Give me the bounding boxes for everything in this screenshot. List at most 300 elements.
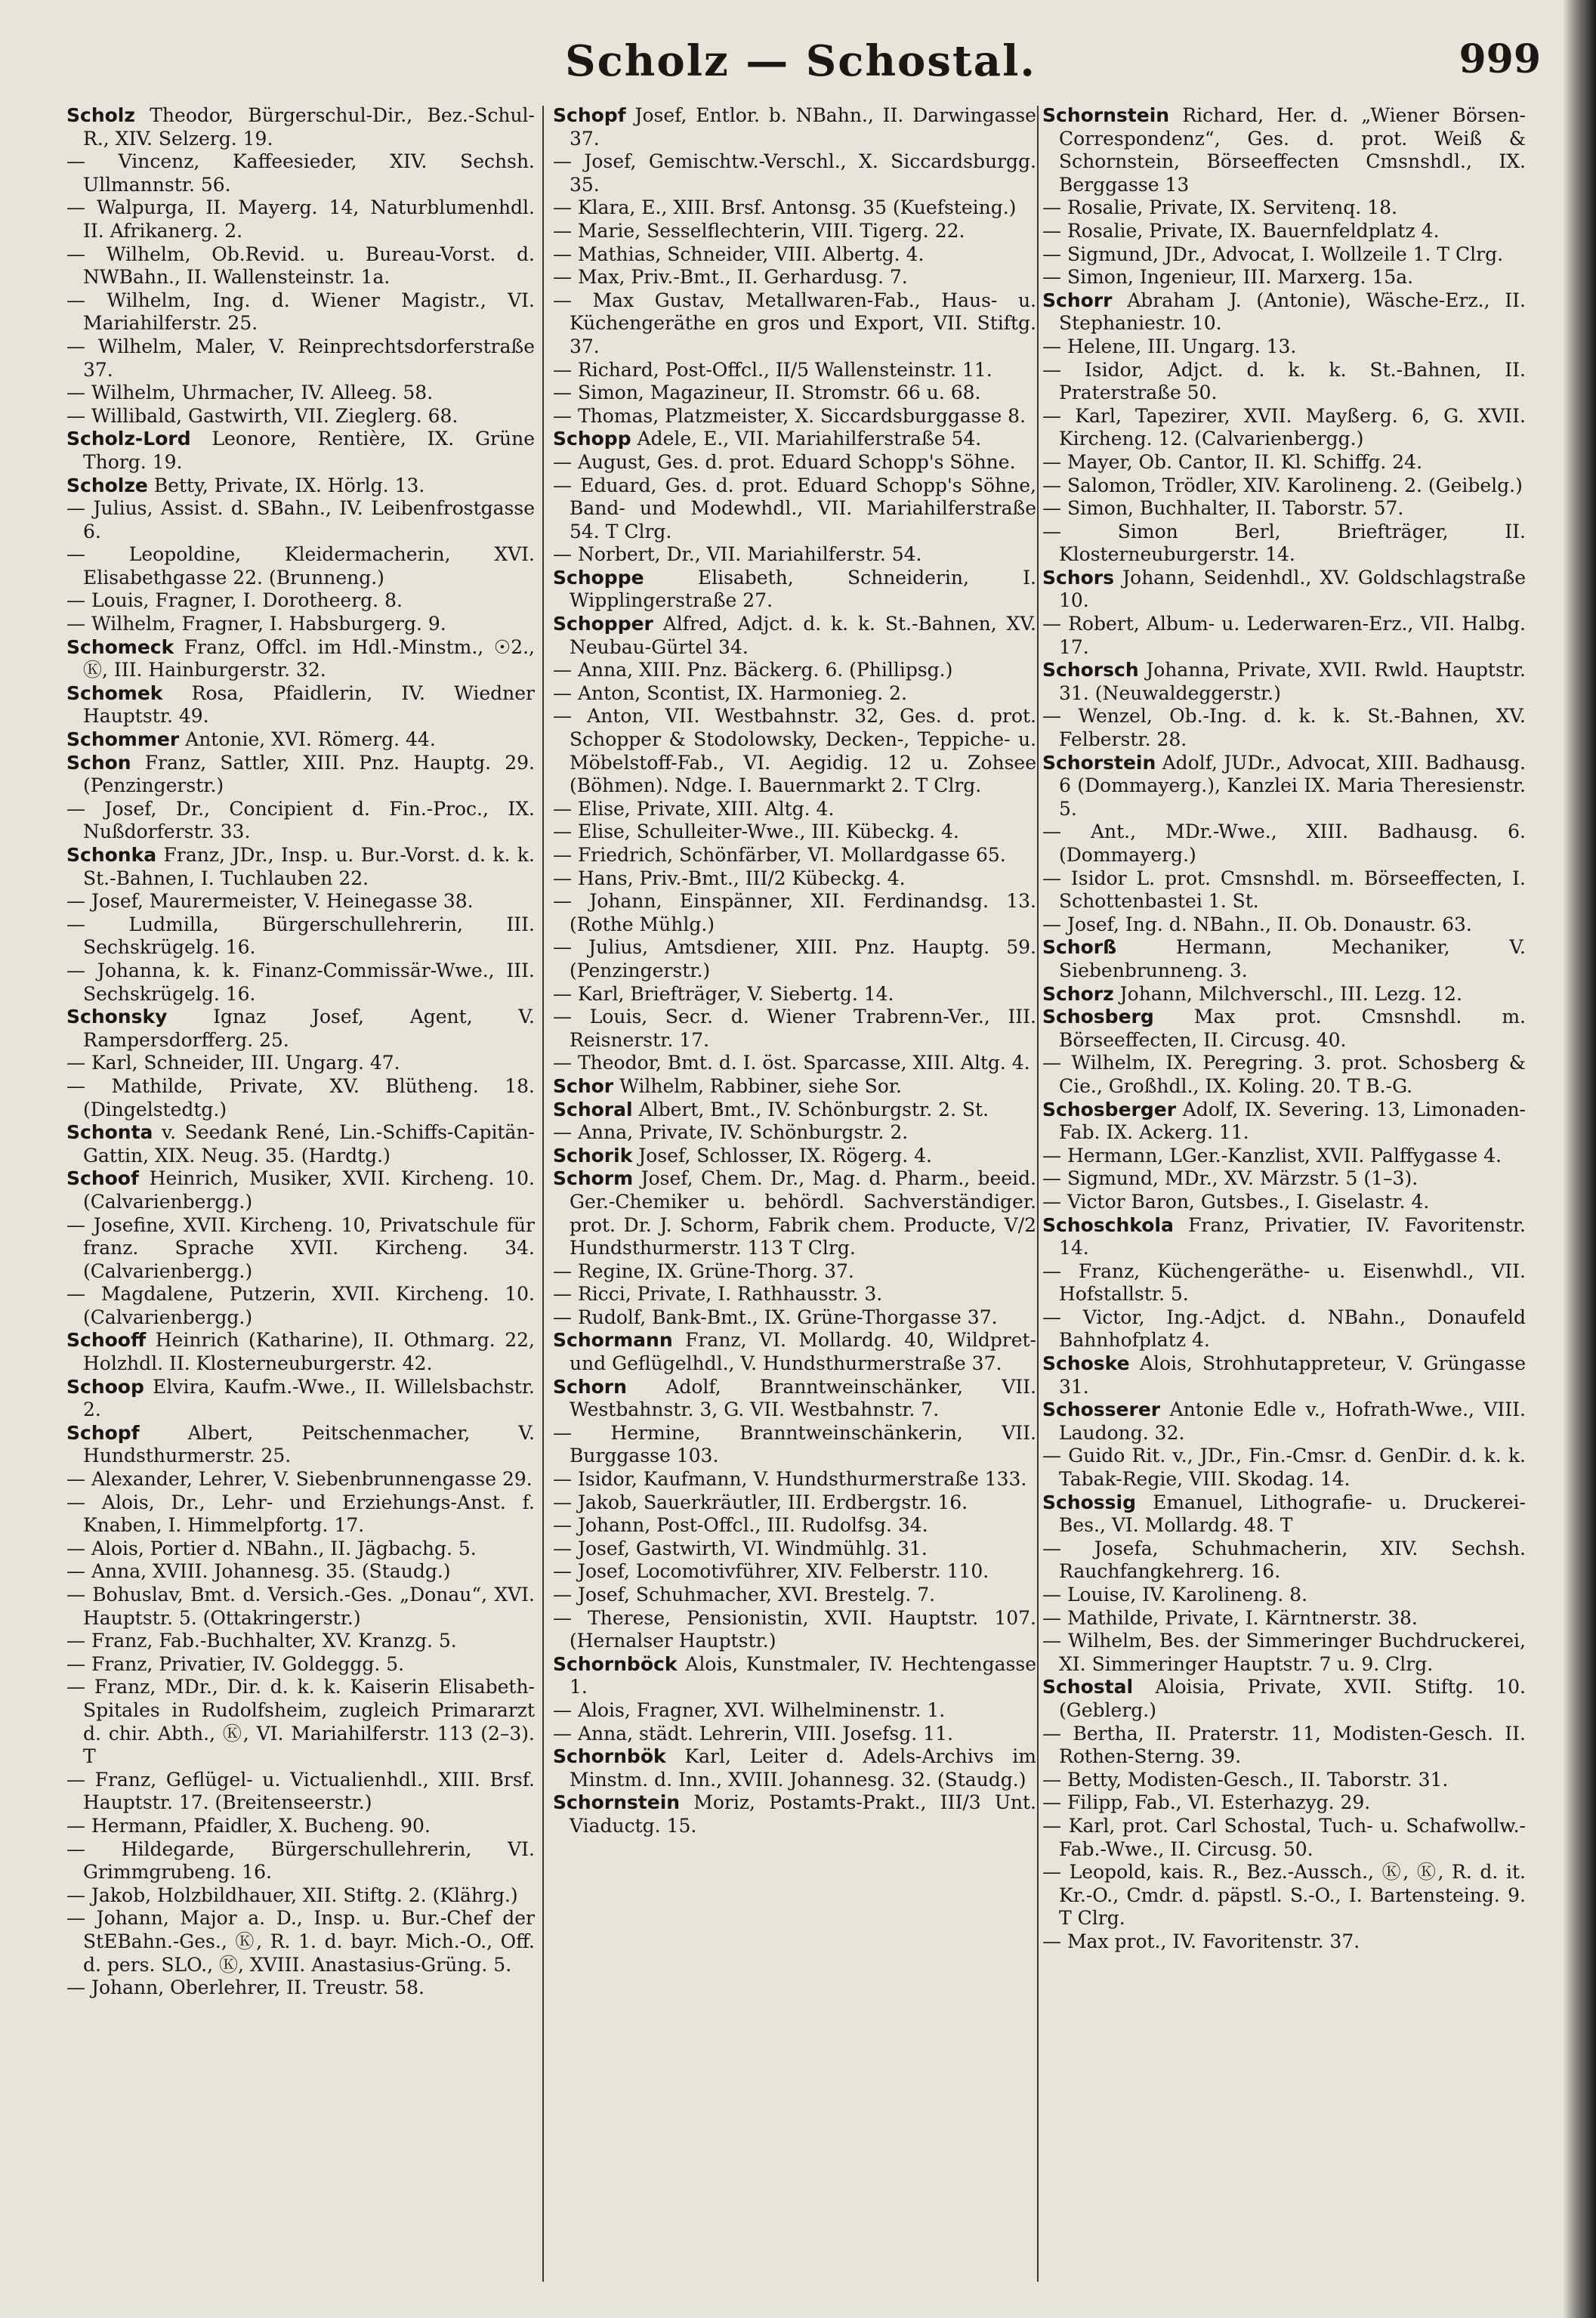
- entry-text: — Mayer, Ob. Cantor, II. Kl. Schiffg. 24.: [1042, 450, 1423, 473]
- directory-entry: [553, 1075, 1036, 1099]
- directory-entry: [553, 613, 1036, 659]
- entry-surname: Schoof: [66, 1167, 139, 1190]
- directory-entry: [66, 1121, 535, 1167]
- entry-text: — Guido Rit. v., JDr., Fin.-Cmsr. d. GenDir. d. k. k. Tabak-Regie, VIII. Skodag. 14.: [1042, 1445, 1526, 1491]
- directory-entry: [66, 1376, 535, 1422]
- entry-text: — Elise, Schulleiter-Wwe., III. Kübeckg. 4.: [553, 821, 959, 843]
- entry-text: — Wilhelm, IX. Peregring. 3. prot. Schosberg & Cie., Großhdl., IX. Koling. 20. T B.-G.: [1042, 1052, 1526, 1097]
- directory-entry: [66, 1769, 535, 1815]
- directory-entry: [553, 659, 1036, 682]
- directory-entry: [1042, 1191, 1526, 1214]
- entry-text: Hermann, Mechaniker, V. Siebenbrunneng. 3.: [1059, 936, 1526, 981]
- entry-text: Antonie Edle v., Hofrath-Wwe., VIII. Laudong. 32.: [1059, 1399, 1526, 1444]
- directory-entry: [1042, 613, 1526, 659]
- directory-entry: [553, 983, 1036, 1006]
- directory-entry: [553, 1514, 1036, 1538]
- directory-entry: [1042, 1006, 1526, 1052]
- entry-text: — Sigmund, MDr., XV. Märzstr. 5 (1–3).: [1042, 1167, 1418, 1190]
- entry-surname: Schopf: [66, 1421, 140, 1444]
- entry-text: Albert, Bmt., IV. Schönburgstr. 2. St.: [638, 1098, 989, 1120]
- directory-entry: [66, 104, 535, 150]
- entry-text: — Max Gustav, Metallwaren-Fab., Haus- u. Küchengeräthe en gros und Export, VII. Stiftg. 37.: [553, 289, 1036, 357]
- directory-entry: [553, 890, 1036, 936]
- directory-entry: [1042, 752, 1526, 821]
- entry-text: — Thomas, Platzmeister, X. Siccardsburggasse 8.: [553, 404, 1026, 427]
- entry-text: — Wilhelm, Ob.Revid. u. Bureau-Vorst. d. NWBahn., II. Wallensteinstr. 1a.: [66, 243, 535, 289]
- entry-text: — Josef, Dr., Concipient d. Fin.-Proc., IX. Nußdorferstr. 33.: [66, 797, 535, 843]
- directory-entry: [553, 382, 1036, 405]
- entry-text: — Alois, Fragner, XVI. Wilhelminenstr. 1.: [553, 1698, 946, 1721]
- directory-entry: [66, 1283, 535, 1329]
- directory-entry: [1042, 497, 1526, 521]
- directory-entry: [66, 1676, 535, 1768]
- directory-entry: [66, 382, 535, 405]
- entry-text: — Rudolf, Bank-Bmt., IX. Grüne-Thorgasse 37.: [553, 1306, 998, 1328]
- entry-text: Franz, VI. Mollardg. 40, Wildpret- und Geflügelhdl., V. Hundsthurmerstraße 37.: [570, 1329, 1036, 1375]
- entry-text: — Hermann, Pfaidler, X. Bucheng. 90.: [66, 1814, 431, 1837]
- directory-entry: [1042, 1630, 1526, 1676]
- entry-text: — Anna, XIII. Pnz. Bäckerg. 6. (Phillipsg.): [553, 659, 953, 681]
- directory-entry: [553, 1584, 1036, 1607]
- entry-surname: Schornböck: [553, 1652, 678, 1675]
- entry-text: — Alexander, Lehrer, V. Siebenbrunnengasse 29.: [66, 1468, 533, 1491]
- directory-entry: [1042, 1723, 1526, 1769]
- entry-text: — Marie, Sesselflechterin, VIII. Tigerg. 22.: [553, 219, 965, 242]
- entry-text: — Bertha, II. Praterstr. 11, Modisten-Gesch. II. Rothen-Sterng. 39.: [1042, 1722, 1526, 1768]
- entry-text: — Norbert, Dr., VII. Mariahilferstr. 54.: [553, 543, 922, 566]
- directory-entry: [66, 636, 535, 682]
- entry-text: Albert, Peitschenmacher, V. Hundsthurmerstr. 25.: [83, 1421, 535, 1467]
- entry-text: Adolf, IX. Severing. 13, Limonaden-Fab. IX. Ackerg. 11.: [1059, 1098, 1526, 1144]
- entry-text: — Johann, Post-Offcl., III. Rudolfsg. 34.: [553, 1514, 928, 1537]
- directory-entry: [66, 150, 535, 196]
- directory-entry: [66, 1329, 535, 1375]
- directory-entry: [66, 1006, 535, 1052]
- directory-entry: [66, 1584, 535, 1630]
- entry-text: — Ludmilla, Bürgerschullehrerin, III. Sechskrügelg. 16.: [66, 913, 535, 959]
- entry-text: — Anton, Scontist, IX. Harmonieg. 2.: [553, 681, 907, 704]
- directory-entry: [1042, 936, 1526, 982]
- entry-text: — Josef, Maurermeister, V. Heinegasse 38.: [66, 890, 474, 913]
- entry-text: — Karl, prot. Carl Schostal, Tuch- u. Schafwollw.-Fab.-Wwe., II. Circusg. 50.: [1042, 1814, 1526, 1860]
- entry-text: — Isidor, Adjct. d. k. k. St.-Bahnen, II. Praterstraße 50.: [1042, 358, 1526, 404]
- entry-surname: Schornstein: [553, 1791, 681, 1814]
- entry-text: Johann, Milchverschl., III. Lezg. 12.: [1119, 982, 1462, 1005]
- entry-text: — Leopold, kais. R., Bez.-Aussch., Ⓚ, Ⓚ, R. d. it. Kr.-O., Cmdr. d. päpstl. S.-O., I. Bartensteing. 9. T Clrg.: [1042, 1861, 1526, 1930]
- entry-surname: Schommer: [66, 728, 180, 751]
- entry-text: — Mathias, Schneider, VIII. Albertg. 4.: [553, 243, 925, 265]
- directory-entry: [1042, 1306, 1526, 1352]
- directory-entry: [66, 1560, 535, 1584]
- entry-text: — Karl, Briefträger, V. Siebertg. 14.: [553, 982, 894, 1005]
- directory-entry: [553, 705, 1036, 797]
- entry-surname: Schorn: [553, 1375, 627, 1398]
- entry-text: — Regine, IX. Grüne-Thorg. 37.: [553, 1259, 854, 1282]
- entry-text: — Johann, Major a. D., Insp. u. Bur.-Chef der StEBahn.-Ges., Ⓚ, R. 1. d. bayr. Mich.-O., Off. d. pers. SLO., Ⓚ, XVIII. Anastasius-Grüng. 5.: [66, 1907, 535, 1976]
- column-3: [1042, 104, 1526, 2295]
- entry-text: — Mathilde, Private, I. Kärntnerstr. 38.: [1042, 1606, 1418, 1629]
- directory-entry: [66, 196, 535, 243]
- entry-text: — Louis, Secr. d. Wiener Trabrenn-Ver., III. Reisnerstr. 17.: [553, 1006, 1036, 1051]
- entry-text: — Wilhelm, Ing. d. Wiener Magistr., VI. Mariahilferstr. 25.: [66, 289, 535, 335]
- entry-text: Ignaz Josef, Agent, V. Rampersdorfferg. 25.: [83, 1006, 535, 1051]
- directory-entry: [66, 1907, 535, 1976]
- entry-text: — Ricci, Private, I. Rathhausstr. 3.: [553, 1283, 883, 1306]
- entry-text: Adolf, Branntweinschänker, VII. Westbahnstr. 3, G. VII. Westbahnstr. 7.: [570, 1375, 1036, 1421]
- entry-surname: Schornbök: [553, 1745, 666, 1768]
- directory-entry: [553, 1468, 1036, 1491]
- entry-text: — Franz, Fab.-Buchhalter, XV. Kranzg. 5.: [66, 1630, 457, 1652]
- directory-entry: [553, 1560, 1036, 1584]
- directory-entry: [66, 682, 535, 728]
- directory-entry: [553, 543, 1036, 567]
- directory-entry: [553, 1306, 1036, 1330]
- column-divider: [1037, 106, 1039, 2282]
- entry-text: — Franz, MDr., Dir. d. k. k. Kaiserin Elisabeth-Spitales in Rudolfsheim, zugleich Primararzt d. chir. Abth., Ⓚ, VI. Mariahilferstr. 113 (2–3). T: [66, 1676, 535, 1768]
- entry-text: Rosa, Pfaidlerin, IV. Wiedner Hauptstr. 49.: [83, 681, 535, 728]
- entry-surname: Schomeck: [66, 635, 174, 658]
- entry-surname: Schonta: [66, 1121, 153, 1144]
- entry-text: — Hans, Priv.-Bmt., III/2 Kübeckg. 4.: [553, 867, 906, 889]
- entry-surname: Schosberg: [1042, 1006, 1154, 1028]
- directory-entry: [66, 1838, 535, 1884]
- directory-entry: [553, 266, 1036, 289]
- directory-entry: [553, 1260, 1036, 1284]
- directory-entry: [1042, 1815, 1526, 1861]
- entry-text: — Mathilde, Private, XV. Blütheng. 18. (Dingelstedtg.): [66, 1074, 535, 1120]
- directory-entry: [553, 867, 1036, 891]
- entry-text: Adolf, JUDr., Advocat, XIII. Badhausg. 6 (Dommayerg.), Kanzlei IX. Maria Theresienstr. 5.: [1059, 751, 1526, 820]
- directory-entry: [1042, 1930, 1526, 1954]
- entry-text: Richard, Her. d. „Wiener Börsen-Correspondenz“, Ges. d. prot. Weiß & Schornstein, Börseeffecten Cmsnshdl., IX. Berggasse 13: [1059, 104, 1526, 196]
- entry-text: Leonore, Rentière, IX. Grüne Thorg. 19.: [83, 428, 535, 473]
- directory-entry: [66, 752, 535, 798]
- entry-text: — Isidor L. prot. Cmsnshdl. m. Börseeffecten, I. Schottenbastei 1. St.: [1042, 867, 1526, 913]
- entry-surname: Schonsky: [66, 1006, 168, 1028]
- directory-entry: [1042, 1052, 1526, 1098]
- entry-text: Franz, Sattler, XIII. Pnz. Hauptg. 29. (Penzingerstr.): [83, 751, 535, 797]
- entry-text: — Wenzel, Ob.-Ing. d. k. k. St.-Bahnen, XV. Felberstr. 28.: [1042, 705, 1526, 751]
- entry-text: — Jakob, Sauerkräutler, III. Erdbergstr. 16.: [553, 1491, 968, 1513]
- directory-entry: [553, 1538, 1036, 1561]
- entry-text: — Sigmund, JDr., Advocat, I. Wollzeile 1. T Clrg.: [1042, 243, 1504, 265]
- directory-entry: [553, 936, 1036, 982]
- entry-text: — Victor Baron, Gutsbes., I. Giselastr. 4.: [1042, 1190, 1430, 1213]
- directory-entry: [66, 728, 535, 752]
- directory-entry: [66, 589, 535, 613]
- entry-text: — Karl, Schneider, III. Ungarg. 47.: [66, 1052, 400, 1074]
- entry-surname: Schor: [553, 1074, 614, 1097]
- directory-entry: [1042, 243, 1526, 267]
- entry-text: Max prot. Cmsnshdl. m. Börseeffecten, II. Circusg. 40.: [1059, 1006, 1526, 1051]
- directory-entry: [553, 405, 1036, 428]
- entry-text: v. Seedank René, Lin.-Schiffs-Capitän-Gattin, XIX. Neug. 35. (Hardtg.): [83, 1121, 535, 1167]
- directory-entry: [66, 613, 535, 636]
- entry-text: Alfred, Adjct. d. k. k. St.-Bahnen, XV. Neubau-Gürtel 34.: [570, 613, 1036, 658]
- entry-surname: Schonka: [66, 844, 157, 866]
- entry-text: — Josef, Gemischtw.-Verschl., X. Siccardsburgg. 35.: [553, 150, 1036, 196]
- entry-text: — Rosalie, Private, IX. Bauernfeldplatz 4.: [1042, 219, 1440, 242]
- entry-text: Alois, Strohhutappreteur, V. Grüngasse 31.: [1059, 1352, 1526, 1398]
- directory-entry: [66, 844, 535, 890]
- directory-entry: [1042, 1399, 1526, 1445]
- entry-text: Josef, Entlor. b. NBahn., II. Darwingasse 37.: [570, 104, 1036, 150]
- directory-entry: [66, 913, 535, 960]
- directory-entry: [1042, 521, 1526, 567]
- directory-entry: [66, 1538, 535, 1561]
- entry-text: — Wilhelm, Uhrmacher, IV. Alleeg. 58.: [66, 382, 434, 404]
- entry-surname: Schorm: [553, 1167, 634, 1190]
- directory-entry: [1042, 1769, 1526, 1792]
- directory-entry: [1042, 289, 1526, 335]
- directory-entry: [1042, 335, 1526, 359]
- entry-surname: Schors: [1042, 566, 1115, 589]
- entry-surname: Schostal: [1042, 1676, 1134, 1698]
- directory-entry: [66, 474, 535, 498]
- directory-entry: [553, 1422, 1036, 1468]
- directory-entry: [66, 335, 535, 382]
- entry-surname: Scholz-Lord: [66, 428, 191, 450]
- directory-entry: [66, 1422, 535, 1468]
- directory-entry: [66, 1653, 535, 1677]
- directory-entry: [66, 1052, 535, 1075]
- entry-text: Theodor, Bürgerschul-Dir., Bez.-Schul-R., XIV. Selzerg. 19.: [83, 104, 535, 150]
- directory-entry: [1042, 1214, 1526, 1260]
- entry-text: Elisabeth, Schneiderin, I. Wipplingerstraße 27.: [570, 566, 1036, 612]
- directory-entry: [1042, 821, 1526, 867]
- directory-entry: [553, 104, 1036, 150]
- entry-text: Franz, Privatier, IV. Favoritenstr. 14.: [1059, 1213, 1526, 1259]
- entry-text: Josef, Chem. Dr., Mag. d. Pharm., beeid. Ger.-Chemiker u. behördl. Sachverständiger. prot. Dr. J. Schorm, Fabrik chem. Producte, V/2 Hundsthurmerstr. 113 T Clrg.: [570, 1167, 1036, 1259]
- entry-surname: Schoppe: [553, 566, 644, 589]
- directory-entry: [66, 497, 535, 543]
- directory-entry: [553, 798, 1036, 821]
- entry-text: — Therese, Pensionistin, XVII. Hauptstr. 107. (Hernalser Hauptstr.): [553, 1606, 1036, 1652]
- running-head: Scholz — Schostal.: [565, 36, 1036, 86]
- entry-text: — Hermann, LGer.-Kanzlist, XVII. Palffygasse 4.: [1042, 1144, 1502, 1167]
- directory-entry: [1042, 1676, 1526, 1722]
- entry-text: Heinrich, Musiker, XVII. Kircheng. 10. (Calvarienbergg.): [83, 1167, 535, 1213]
- directory-entry: [66, 1976, 535, 2000]
- entry-text: — Vincenz, Kaffeesieder, XIV. Sechsh. Ullmannstr. 56.: [66, 150, 535, 196]
- directory-entry: [1042, 266, 1526, 289]
- entry-surname: Schorz: [1042, 982, 1114, 1005]
- entry-text: — Wilhelm, Fragner, I. Habsburgerg. 9.: [66, 613, 446, 635]
- directory-entry: [1042, 1099, 1526, 1145]
- entry-text: — Isidor, Kaufmann, V. Hundsthurmerstraße 133.: [553, 1468, 1027, 1491]
- entry-text: — Jakob, Holzbildhauer, XII. Stiftg. 2. (Klährg.): [66, 1884, 518, 1906]
- directory-entry: [1042, 1491, 1526, 1538]
- entry-surname: Schopf: [553, 104, 626, 126]
- column-divider: [542, 106, 544, 2282]
- directory-entry: [66, 798, 535, 844]
- entry-text: — Anton, VII. Westbahnstr. 32, Ges. d. prot. Schopper & Stodolowsky, Decken-, Teppiche- u. Möbelstoff-Fab., VI. Aegidig. 12 u. Zohsee (Böhmen). Ndge. I. Bauernmarkt 2. T Clrg.: [553, 705, 1036, 797]
- entry-surname: Schoop: [66, 1375, 144, 1398]
- directory-entry: [1042, 1445, 1526, 1491]
- directory-entry: [1042, 913, 1526, 937]
- entry-text: — Louise, IV. Karolineng. 8.: [1042, 1584, 1307, 1606]
- directory-entry: [66, 428, 535, 474]
- directory-entry: [1042, 1260, 1526, 1306]
- entry-text: — Rosalie, Private, IX. Servitenq. 18.: [1042, 196, 1397, 219]
- directory-entry: [66, 1491, 535, 1538]
- entry-text: — Josef, Schuhmacher, XVI. Brestelg. 7.: [553, 1584, 936, 1606]
- directory-entry: [1042, 1167, 1526, 1191]
- directory-entry: [553, 1283, 1036, 1306]
- entry-text: Adele, E., VII. Mariahilferstraße 54.: [637, 428, 982, 450]
- entry-text: — Salomon, Trödler, XIV. Karolineng. 2. (Geibelg.): [1042, 474, 1523, 496]
- entry-text: Josef, Schlosser, IX. Rögerg. 4.: [638, 1144, 933, 1167]
- entry-surname: Schorß: [1042, 936, 1117, 959]
- directory-entry: [1042, 705, 1526, 751]
- entry-text: Johanna, Private, XVII. Rwld. Hauptstr. 31. (Neuwaldeggerstr.): [1059, 659, 1526, 704]
- entry-text: — Josef, Gastwirth, VI. Windmühlg. 31.: [553, 1537, 928, 1559]
- directory-entry: [66, 289, 535, 335]
- directory-entry: [553, 1791, 1036, 1837]
- entry-text: — Richard, Post-Offcl., II/5 Wallensteinstr. 11.: [553, 358, 992, 381]
- entry-text: — Willibald, Gastwirth, VII. Zieglerg. 68.: [66, 404, 458, 427]
- directory-entry: [1042, 1607, 1526, 1630]
- directory-entry: [66, 1884, 535, 1908]
- directory-entry: [553, 451, 1036, 474]
- directory-entry: [1042, 1352, 1526, 1399]
- entry-text: Elvira, Kaufm.-Wwe., II. Willelsbachstr. 2.: [83, 1375, 535, 1421]
- directory-entry: [66, 1815, 535, 1838]
- entry-text: — Wilhelm, Maler, V. Reinprechtsdorferstraße 37.: [66, 335, 535, 381]
- entry-surname: Scholz: [66, 104, 135, 126]
- directory-entry: [1042, 451, 1526, 474]
- entry-text: — Filipp, Fab., VI. Esterhazyg. 29.: [1042, 1791, 1371, 1814]
- directory-entry: [66, 405, 535, 428]
- directory-entry: [553, 821, 1036, 844]
- directory-entry: [553, 1099, 1036, 1122]
- entry-surname: Schormann: [553, 1329, 673, 1352]
- page-header: [60, 29, 1541, 100]
- directory-entry: [553, 359, 1036, 382]
- directory-entry: [553, 1376, 1036, 1422]
- directory-entry: [553, 1723, 1036, 1746]
- directory-entry: [1042, 1791, 1526, 1815]
- entry-text: — Josefine, XVII. Kircheng. 10, Privatschule für franz. Sprache XVII. Kircheng. 34. (Calvarienbergg.): [66, 1213, 535, 1282]
- entry-text: — Betty, Modisten-Gesch., II. Taborstr. 31.: [1042, 1768, 1449, 1791]
- directory-entry: [1042, 104, 1526, 196]
- entry-surname: Schorik: [553, 1144, 633, 1167]
- entry-text: — Johann, Oberlehrer, II. Treustr. 58.: [66, 1976, 424, 1999]
- entry-text: — Max, Priv.-Bmt., II. Gerhardusg. 7.: [553, 266, 908, 289]
- directory-entry: [1042, 196, 1526, 220]
- entry-surname: Schoral: [553, 1098, 633, 1120]
- entry-text: — Simon Berl, Briefträger, II. Klosterneuburgerstr. 14.: [1042, 520, 1526, 566]
- directory-entry: [1042, 567, 1526, 613]
- directory-entry: [553, 196, 1036, 220]
- entry-surname: Schossig: [1042, 1491, 1137, 1513]
- entry-surname: Schomek: [66, 681, 163, 704]
- entry-text: Johann, Seidenhdl., XV. Goldschlagstraße 10.: [1059, 566, 1526, 612]
- entry-surname: Schopper: [553, 613, 653, 635]
- entry-text: — Franz, Küchengeräthe- u. Eisenwhdl., VII. Hofstallstr. 5.: [1042, 1259, 1526, 1306]
- entry-surname: Schorsch: [1042, 659, 1139, 681]
- entry-text: — Johann, Einspänner, XII. Ferdinandsg. 13. (Rothe Mühlg.): [553, 890, 1036, 935]
- entry-text: Heinrich (Katharine), II. Othmarg. 22, Holzhdl. II. Klosterneuburgerstr. 42.: [83, 1329, 535, 1375]
- entry-text: — Walpurga, II. Mayerg. 14, Naturblumenhdl. II. Afrikanerg. 2.: [66, 196, 535, 242]
- directory-entry: [553, 1006, 1036, 1052]
- directory-entry: [553, 150, 1036, 196]
- directory-entry: [553, 1491, 1036, 1515]
- entry-surname: Schoske: [1042, 1352, 1130, 1375]
- entry-text: Franz, JDr., Insp. u. Bur.-Vorst. d. k. k. St.-Bahnen, I. Tuchlauben 22.: [83, 844, 535, 889]
- entry-text: — Johanna, k. k. Finanz-Commissär-Wwe., III. Sechskrügelg. 16.: [66, 959, 535, 1005]
- directory-entry: [553, 1121, 1036, 1145]
- entry-surname: Scholze: [66, 474, 148, 496]
- directory-entry: [553, 682, 1036, 706]
- entry-surname: Schornstein: [1042, 104, 1170, 126]
- entry-text: — Magdalene, Putzerin, XVII. Kircheng. 10. (Calvarienbergg.): [66, 1283, 535, 1328]
- directory-entry: [66, 1075, 535, 1121]
- page-number: 999: [1459, 36, 1541, 82]
- entry-text: — Julius, Amtsdiener, XIII. Pnz. Hauptg. 59. (Penzingerstr.): [553, 936, 1036, 981]
- entry-text: — Anna, städt. Lehrerin, VIII. Josefsg. 11.: [553, 1722, 953, 1745]
- entry-text: — Wilhelm, Bes. der Simmeringer Buchdruckerei, XI. Simmeringer Hauptstr. 7 u. 9. Clrg.: [1042, 1630, 1526, 1675]
- entry-surname: Schorr: [1042, 289, 1113, 311]
- entry-surname: Schosberger: [1042, 1098, 1177, 1120]
- directory-entry: [1042, 1584, 1526, 1607]
- entry-text: — Helene, III. Ungarg. 13.: [1042, 335, 1297, 357]
- directory-entry: [553, 474, 1036, 544]
- entry-surname: Schon: [66, 751, 131, 774]
- directory-entry: [553, 1052, 1036, 1075]
- entry-text: — Klara, E., XIII. Brsf. Antonsg. 35 (Kuefsteing.): [553, 196, 1017, 219]
- entry-surname: Schoschkola: [1042, 1213, 1174, 1236]
- directory-entry: [66, 1214, 535, 1284]
- directory-entry: [1042, 474, 1526, 498]
- entry-text: — Josefa, Schuhmacherin, XIV. Sechsh. Rauchfangkehrerg. 16.: [1042, 1537, 1526, 1583]
- directory-entry: [66, 960, 535, 1006]
- directory-entry: [553, 243, 1036, 267]
- entry-text: Antonie, XVI. Römerg. 44.: [185, 728, 436, 751]
- directory-entry: [553, 1745, 1036, 1791]
- entry-text: Aloisia, Private, XVII. Stiftg. 10. (Geblerg.): [1059, 1676, 1526, 1721]
- entry-text: — Alois, Dr., Lehr- und Erziehungs-Anst. f. Knaben, I. Himmelpfortg. 17.: [66, 1491, 535, 1537]
- directory-entry: [1042, 867, 1526, 913]
- entry-text: — Victor, Ing.-Adjct. d. NBahn., Donaufeld Bahnhofplatz 4.: [1042, 1306, 1526, 1352]
- entry-text: — Anna, XVIII. Johannesg. 35. (Staudg.): [66, 1560, 451, 1583]
- directory-entry: [1042, 1538, 1526, 1584]
- entry-text: — Hermine, Branntweinschänkerin, VII. Burggasse 103.: [553, 1421, 1036, 1467]
- entry-text: — Karl, Tapezirer, XVII. Mayßerg. 6, G. XVII. Kircheng. 12. (Calvarienbergg.): [1042, 404, 1526, 450]
- entry-text: — Simon, Magazineur, II. Stromstr. 66 u. 68.: [553, 382, 981, 404]
- directory-entry: [553, 428, 1036, 451]
- directory-entry: [1042, 659, 1526, 705]
- directory-entry: [553, 1653, 1036, 1699]
- entry-text: Wilhelm, Rabbiner, siehe Sor.: [619, 1074, 902, 1097]
- column-2: [553, 104, 1036, 2295]
- entry-text: Moriz, Postamts-Prakt., III/3 Unt. Viaductg. 15.: [570, 1791, 1036, 1837]
- directory-entry: [1042, 983, 1526, 1006]
- entry-text: — Josef, Ing. d. NBahn., II. Ob. Donaustr. 63.: [1042, 913, 1472, 935]
- directory-entry: [553, 220, 1036, 243]
- entry-text: — Anna, Private, IV. Schönburgstr. 2.: [553, 1121, 909, 1144]
- directory-entry: [66, 1630, 535, 1653]
- directory-entry: [1042, 1861, 1526, 1930]
- directory-entry: [1042, 220, 1526, 243]
- entry-text: — Hildegarde, Bürgerschullehrerin, VI. Grimmgrubeng. 16.: [66, 1837, 535, 1884]
- entry-text: — Franz, Privatier, IV. Goldeggg. 5.: [66, 1652, 405, 1675]
- entry-text: — Simon, Ingenieur, III. Marxerg. 15a.: [1042, 266, 1414, 289]
- entry-surname: Schooff: [66, 1329, 147, 1352]
- entry-text: Franz, Offcl. im Hdl.-Minstm., ☉2., Ⓚ, III. Hainburgerstr. 32.: [83, 635, 535, 681]
- directory-entry: [66, 243, 535, 289]
- directory-entry: [66, 1167, 535, 1213]
